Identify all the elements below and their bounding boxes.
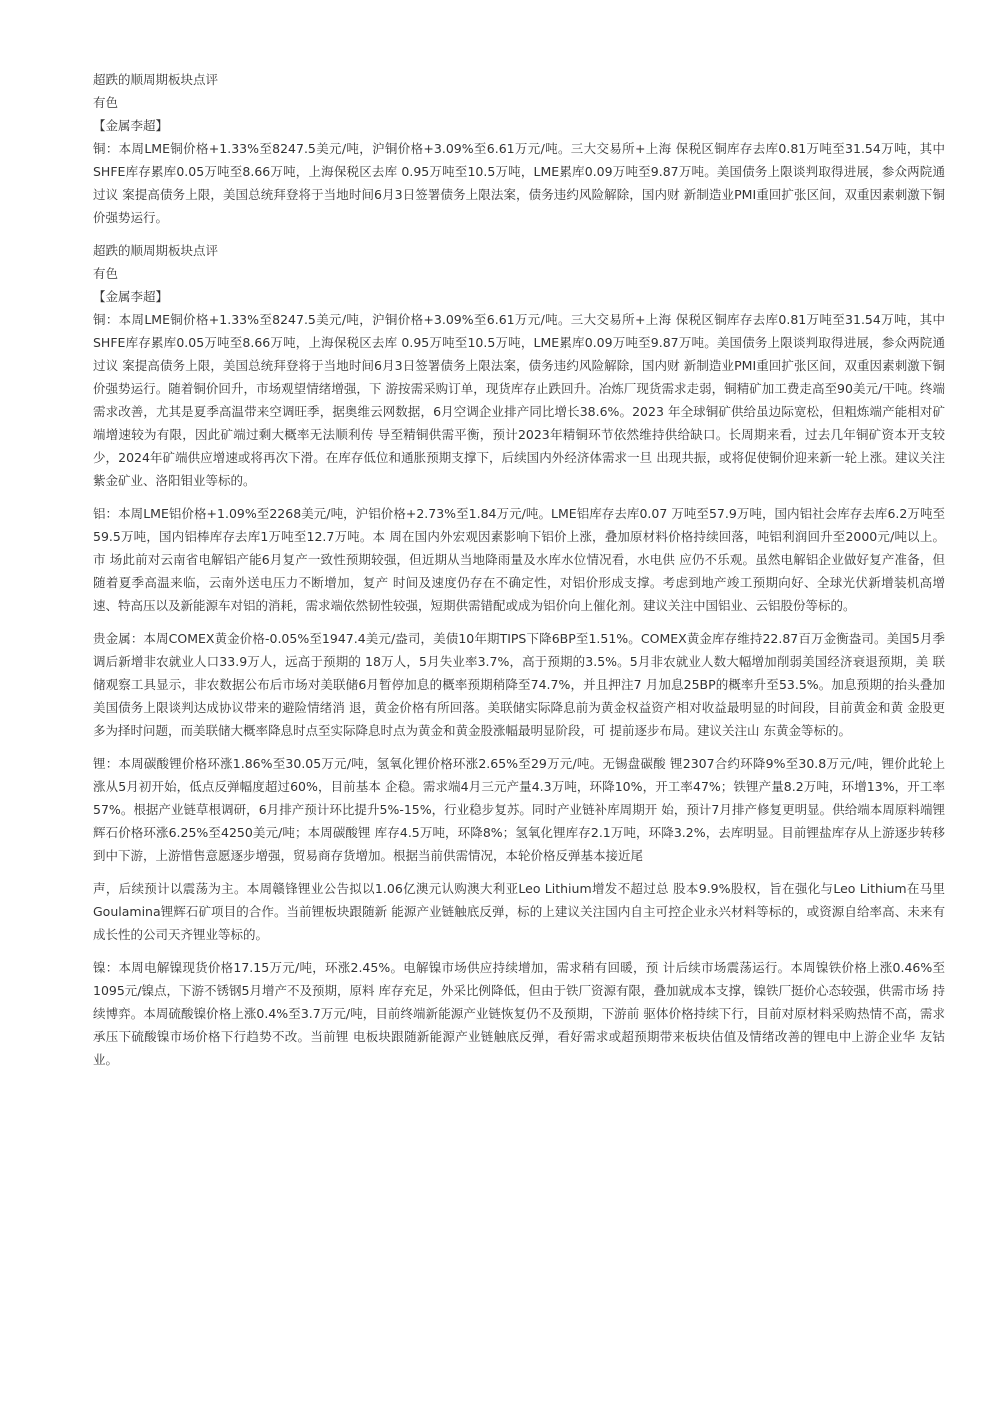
aluminum-paragraph: 铝：本周LME铝价格+1.09%至2268美元/吨，沪铝价格+2.73%至1.84万元/吨。LME铝库存去库0.07 万吨至57.9万吨，国内铝社会库存去库6.2万吨至59.5万吨，国内铝棒库存去库1万吨至12.7万吨。本 周在国内外宏观因素影响下铝价上涨，叠加原材料价格持续回落，吨铝利润回升至2000元/吨以上。市 场此前对云南省电解铝产能6月复产一致性预期较强，但近期从当地降雨量及水库水位情况看，水电供 应仍不乐观。虽然电解铝企业做好复产准备，但随着夏季高温来临，云南外送电压力不断增加，复产 时间及速度仍存在不确定性，对铝价形成支撑。考虑到地产竣工预期向好、全球光伏新增装机高增 速、特高压以及新能源车对铝的消耗，需求端依然韧性较强，短期供需错配或成为铝价向上催化剂。建议关注中国铝业、云铝股份等标的。 <box>93 506 945 613</box>
gold-paragraph: 贵金属：本周COMEX黄金价格-0.05%至1947.4美元/盎司，美债10年期TIPS下降6BP至1.51%。COMEX黄金库存维持22.87百万金衡盎司。美国5月季调后新增非农就业人口33.9万人，远高于预期的 18万人，5月失业率3.7%，高于预期的3.5%。5月非农就业人数大幅增加削弱美国经济衰退预期，美 联储观察工具显示，非农数据公布后市场对美联储6月暂停加息的概率预期稍降至74.7%，并且押注7 月加息25BP的概率升至53.5%。加息预期的抬头叠加美国债务上限谈判达成协议带来的避险情绪消 退，黄金价格有所回落。美联储实际降息前为黄金权益资产相对收益最明显的时间段，目前黄金和黄 金股更多为择时问题，而美联储大概率降息时点至实际降息时点为黄金和黄金股涨幅最明显阶段，可 提前逐步布局。建议关注山 东黄金等标的。 <box>93 631 945 738</box>
copper-paragraph: 铜：本周LME铜价格+1.33%至8247.5美元/吨，沪铜价格+3.09%至6.61万元/吨。三大交易所+上海 保税区铜库存去库0.81万吨至31.54万吨，其中SHFE库存累库0.05万吨至8.66万吨，上海保税区去库 0.95万吨至10.5万吨，LME累库0.09万吨至9.87万吨。美国债务上限谈判取得进展，参众两院通过议 案提高债务上限，美国总统拜登将于当地时间6月3日签署债务上限法案，债务违约风险解除，国内财 新制造业PMI重回扩张区间，双重因素刺激下铜价强势运行。 <box>93 141 945 225</box>
lithium-paragraph-continued: 声，后续预计以震荡为主。本周赣锋锂业公告拟以1.06亿澳元认购澳大利亚Leo Lithium增发不超过总 股本9.9%股权，旨在强化与Leo Lithium在马里Goulamina锂辉石矿项目的合作。当前锂板块跟随新 能源产业链触底反弹，标的上建议关注国内自主可控企业永兴材料等标的，或资源自给率高、未来有 成长性的公司天齐锂业等标的。 <box>93 881 945 942</box>
section-title: 超跌的顺周期板块点评 <box>93 72 219 87</box>
author-label: 【金属李超】 <box>93 289 169 304</box>
lithium-paragraph: 锂：本周碳酸锂价格环涨1.86%至30.05万元/吨，氢氧化锂价格环涨2.65%至29万元/吨。无锡盘碳酸 锂2307合约环降9%至30.8万元/吨，锂价此轮上涨从5月初开始，低点反弹幅度超过60%，目前基本 企稳。需求端4月三元产量4.3万吨，环降10%，开工率47%；铁锂产量8.2万吨，环增13%，开工率 57%。根据产业链草根调研，6月排产预计环比提升5%-15%，行业稳步复苏。同时产业链补库周期开 始，预计7月排产修复更明显。供给端本周原料端锂辉石价格环涨6.25%至4250美元/吨；本周碳酸锂 库存4.5万吨，环降8%；氢氧化锂库存2.1万吨，环降3.2%，去库明显。目前锂盐库存从上游逐步转移 到中下游，上游惜售意愿逐步增强，贸易商存货增加。根据当前供需情况，本轮价格反弹基本接近尾 <box>93 756 945 863</box>
nickel-paragraph: 镍：本周电解镍现货价格17.15万元/吨，环涨2.45%。电解镍市场供应持续增加，需求稍有回暖，预 计后续市场震荡运行。本周镍铁价格上涨0.46%至1095元/镍点，下游不锈钢5月增产不及预期，原料 库存充足，外采比例降低，但由于铁厂资源有限，叠加就成本支撑，镍铁厂挺价心态较强，供需市场 持续博弈。本周硫酸镍价格上涨0.4%至3.7万元/吨，目前终端新能源产业链恢复仍不及预期，下游前 驱体价格持续下行，目前对原材料采购热情不高，需求承压下硫酸镍市场价格下行趋势不改。当前锂 电板块跟随新能源产业链触底反弹，看好需求或超预期带来板块估值及情绪改善的锂电中上游企业华 友钴业。 <box>93 960 945 1067</box>
author-label: 【金属李超】 <box>93 118 169 133</box>
document-page <box>93 68 945 1081</box>
copper-paragraph: 铜：本周LME铜价格+1.33%至8247.5美元/吨，沪铜价格+3.09%至6.61万元/吨。三大交易所+上海 保税区铜库存去库0.81万吨至31.54万吨，其中SHFE库存累库0.05万吨至8.66万吨，上海保税区去库 0.95万吨至10.5万吨，LME累库0.09万吨至9.87万吨。美国债务上限谈判取得进展，参众两院通过议 案提高债务上限，美国总统拜登将于当地时间6月3日签署债务上限法案，债务违约风险解除，国内财 新制造业PMI重回扩张区间，双重因素刺激下铜价强势运行。随着铜价回升，市场观望情绪增强，下 游按需采购订单，现货库存止跌回升。冶炼厂现货需求走弱，铜精矿加工费走高至90美元/干吨。终端 需求改善，尤其是夏季高温带来空调旺季，据奥维云网数据，6月空调企业排产同比增长38.6%。2023 年全球铜矿供给虽边际宽松，但粗炼端产能相对矿端增速较为有限，因此矿端过剩大概率无法顺利传 导至精铜供需平衡，预计2023年精铜环节依然维持供给缺口。长周期来看，过去几年铜矿资本开支较 少，2024年矿端供应增速或将再次下滑。在库存低位和通胀预期支撑下，后续国内外经济体需求一旦 出现共振，或将促使铜价迎来新一轮上涨。建议关注紫金矿业、洛阳钼业等标的。 <box>93 312 945 488</box>
sector-label: 有色 <box>93 266 119 281</box>
section-title: 超跌的顺周期板块点评 <box>93 243 219 258</box>
sector-label: 有色 <box>93 95 119 110</box>
section-1 <box>93 68 945 229</box>
section-2 <box>93 239 945 1071</box>
